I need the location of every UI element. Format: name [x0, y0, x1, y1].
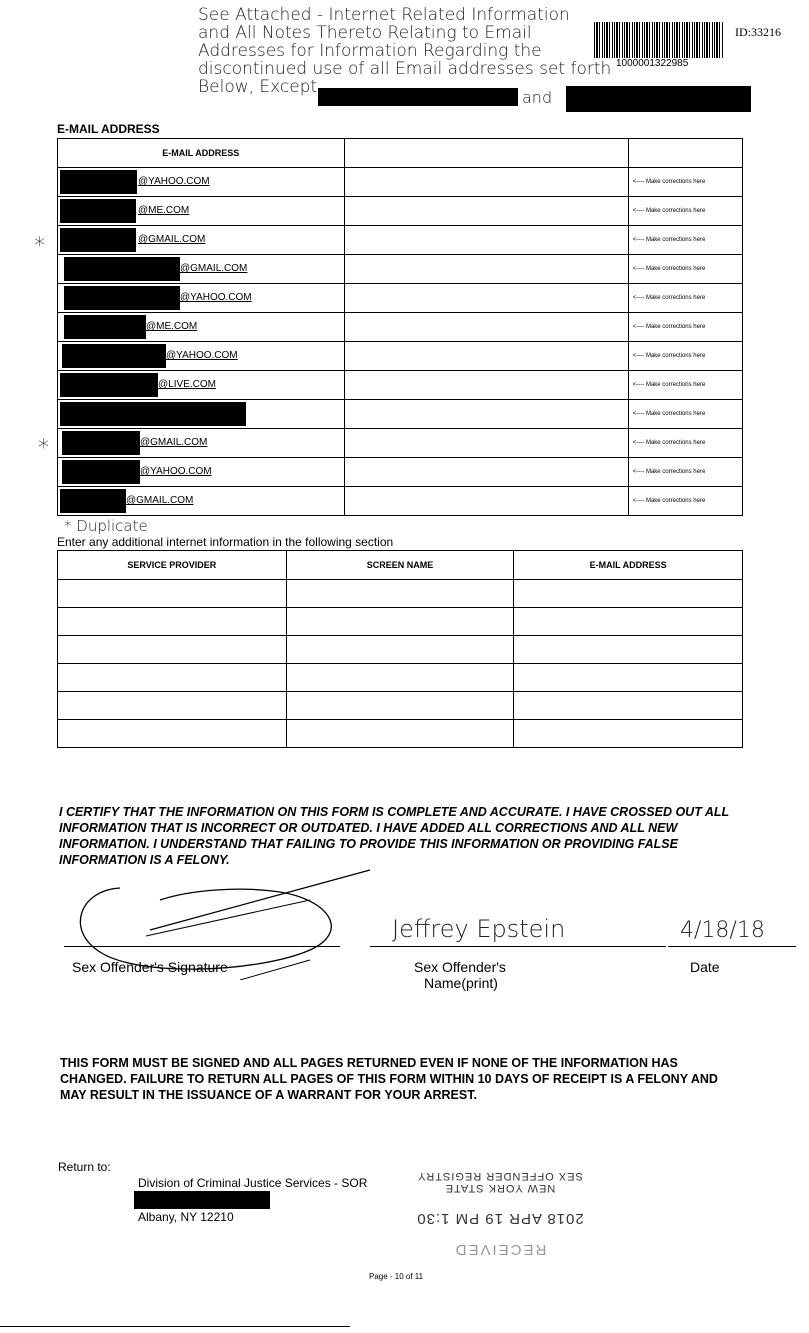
email-address-cell[interactable] [514, 692, 743, 720]
email-cell[interactable] [58, 429, 345, 458]
correction-label: <---- Make corrections here [628, 197, 742, 226]
note-line-4: discontinued use of all Email addresses set forth [198, 59, 612, 79]
stamp-line-1: SEX OFFENDER REGISTRY [417, 1170, 583, 1182]
email-cell[interactable] [58, 197, 345, 226]
correction-label: <---- Make corrections here [628, 255, 742, 284]
form-id: ID:33216 [735, 25, 781, 39]
bottom-rule [0, 1326, 350, 1327]
correction-label: <---- Make corrections here [628, 458, 742, 487]
note-and-1: and [522, 88, 553, 107]
service-provider-cell[interactable] [58, 692, 287, 720]
email-suffix: @GMAIL.COM [180, 263, 248, 274]
screen-name-cell[interactable] [286, 608, 514, 636]
email-address-cell[interactable] [514, 720, 743, 748]
page-number: Page - 10 of 11 [369, 1272, 424, 1281]
date-label: Date [690, 959, 720, 975]
correction-cell[interactable] [344, 168, 628, 197]
screen-name-header: SCREEN NAME [286, 551, 514, 580]
correction-cell[interactable] [344, 197, 628, 226]
correction-cell[interactable] [344, 226, 628, 255]
screen-name-cell[interactable] [286, 664, 514, 692]
correction-cell[interactable] [344, 342, 628, 371]
email-row [58, 197, 743, 226]
email-suffix: @YAHOO.COM [138, 176, 210, 187]
screen-name-cell[interactable] [286, 636, 514, 664]
email-address-cell[interactable] [514, 608, 743, 636]
section-title: E-MAIL ADDRESS [57, 122, 160, 136]
email-cell[interactable] [58, 371, 345, 400]
email-address-cell[interactable] [514, 580, 743, 608]
correction-cell[interactable] [344, 284, 628, 313]
additional-header [58, 551, 743, 580]
correction-cell[interactable] [344, 400, 628, 429]
additional-row [58, 636, 743, 664]
correction-label: <---- Make corrections here [628, 371, 742, 400]
asterisk-mark: * [38, 436, 49, 461]
email-row [58, 458, 743, 487]
name-label-line-2: Name(print) [424, 975, 498, 991]
blank-header-cell [344, 139, 628, 168]
correction-cell[interactable] [344, 487, 628, 516]
email-suffix: @YAHOO.COM [140, 466, 212, 477]
email-suffix: @YAHOO.COM [180, 292, 252, 303]
email-row [58, 400, 743, 429]
printed-name: Jeffrey Epstein [392, 915, 566, 943]
notice-text: THIS FORM MUST BE SIGNED AND ALL PAGES RETURNED EVEN IF NONE OF THE INFORMATION HAS CHANGED. FAILURE TO RETURN ALL PAGES OF THIS FORM WITHIN 10 DAYS OF RECEIPT IS A FELONY AND MAY RESULT IN THE ISSUANCE OF A WARRANT FOR YOUR ARREST. [60, 1056, 718, 1102]
stamp-line-4: RECEIVED [453, 1241, 547, 1258]
note-line-1: See Attached - Internet Related Information [198, 5, 570, 25]
service-provider-cell[interactable] [58, 664, 287, 692]
email-cell[interactable] [58, 284, 345, 313]
service-provider-cell[interactable] [58, 580, 287, 608]
email-cell[interactable] [58, 168, 345, 197]
screen-name-cell[interactable] [286, 720, 514, 748]
email-header-cell: E-MAIL ADDRESS [58, 139, 345, 168]
certification-text: I CERTIFY THAT THE INFORMATION ON THIS FORM IS COMPLETE AND ACCURATE. I HAVE CROSSED OUT ALL INFORMATION THAT IS INCORRECT OR OUTDATED. I HAVE ADDED ALL CORRECTIONS AND ALL NEW INFORMATION. I UNDERSTAND THAT FAILING TO PROVIDE THIS INFORMATION OR PROVIDING FALSE INFORMATION IS A FELONY. [59, 805, 729, 867]
email-row [58, 226, 743, 255]
return-line-3: Albany, NY 12210 [138, 1210, 234, 1224]
email-suffix: @GMAIL.COM [138, 234, 206, 245]
service-provider-cell[interactable] [58, 636, 287, 664]
screen-name-cell[interactable] [286, 692, 514, 720]
correction-cell[interactable] [344, 429, 628, 458]
additional-row [58, 664, 743, 692]
return-line-1: Division of Criminal Justice Services - SOR [138, 1176, 368, 1190]
email-row [58, 255, 743, 284]
service-provider-header: SERVICE PROVIDER [58, 551, 287, 580]
email-cell[interactable] [58, 487, 345, 516]
email-row [58, 342, 743, 371]
barcode [594, 22, 724, 58]
email-cell[interactable] [58, 226, 345, 255]
email-address-cell[interactable] [514, 636, 743, 664]
additional-row [58, 720, 743, 748]
redaction [134, 1191, 270, 1209]
note-line-2: and All Notes Thereto Relating to Email [198, 23, 532, 43]
email-suffix: @ME.COM [146, 321, 198, 332]
email-cell[interactable] [58, 342, 345, 371]
redaction [566, 86, 751, 112]
return-label: Return to: [58, 1160, 111, 1174]
name-label-line-1: Sex Offender's [414, 959, 506, 975]
email-suffix: @ME.COM [138, 205, 190, 216]
additional-row [58, 608, 743, 636]
blank-header-cell [628, 139, 742, 168]
email-cell[interactable] [58, 458, 345, 487]
additional-row [58, 580, 743, 608]
email-suffix: @LIVE.COM [158, 379, 216, 390]
email-suffix: @GMAIL.COM [140, 437, 208, 448]
name-line [370, 946, 666, 947]
email-row [58, 284, 743, 313]
email-address-cell[interactable] [514, 664, 743, 692]
redaction [318, 88, 518, 106]
correction-label: <---- Make corrections here [628, 342, 742, 371]
screen-name-cell[interactable] [286, 580, 514, 608]
note-line-3: Addresses for Information Regarding the [198, 41, 542, 61]
received-stamp [400, 1170, 600, 1258]
correction-cell[interactable] [344, 458, 628, 487]
correction-cell[interactable] [344, 313, 628, 342]
email-row [58, 313, 743, 342]
correction-label: <---- Make corrections here [628, 313, 742, 342]
email-suffix: @YAHOO.COM [166, 350, 238, 361]
asterisk-mark: * [34, 234, 45, 259]
name-label [414, 959, 506, 991]
email-suffix: @GMAIL.COM [126, 495, 194, 506]
note-line-5: Below, Except [198, 77, 318, 97]
additional-table [57, 550, 743, 748]
email-table-header [58, 139, 743, 168]
email-address-header: E-MAIL ADDRESS [514, 551, 743, 580]
duplicate-note: * Duplicate [64, 517, 148, 535]
barcode-number: 1000001322985 [616, 58, 689, 69]
correction-label: <---- Make corrections here [628, 487, 742, 516]
correction-label: <---- Make corrections here [628, 284, 742, 313]
email-row [58, 429, 743, 458]
correction-label: <---- Make corrections here [628, 226, 742, 255]
signature-line [64, 946, 340, 947]
email-row [58, 168, 743, 197]
stamp-line-3: 2018 APR 19 PM 1:30 [416, 1210, 584, 1227]
stamp-line-2: NEW YORK STATE [444, 1182, 556, 1194]
additional-row [58, 692, 743, 720]
service-provider-cell[interactable] [58, 720, 287, 748]
correction-label: <---- Make corrections here [628, 400, 742, 429]
service-provider-cell[interactable] [58, 608, 287, 636]
email-table [57, 138, 743, 516]
email-row [58, 371, 743, 400]
correction-cell[interactable] [344, 371, 628, 400]
email-cell[interactable] [58, 255, 345, 284]
email-row [58, 487, 743, 516]
correction-cell[interactable] [344, 255, 628, 284]
correction-label: <---- Make corrections here [628, 429, 742, 458]
email-cell[interactable] [58, 400, 345, 429]
email-cell[interactable] [58, 313, 345, 342]
signature-label: Sex Offender's Signature [72, 959, 228, 975]
additional-instruction: Enter any additional internet information in the following section [57, 535, 394, 549]
correction-label: <---- Make corrections here [628, 168, 742, 197]
date-value: 4/18/18 [680, 918, 765, 943]
date-line [668, 946, 796, 947]
